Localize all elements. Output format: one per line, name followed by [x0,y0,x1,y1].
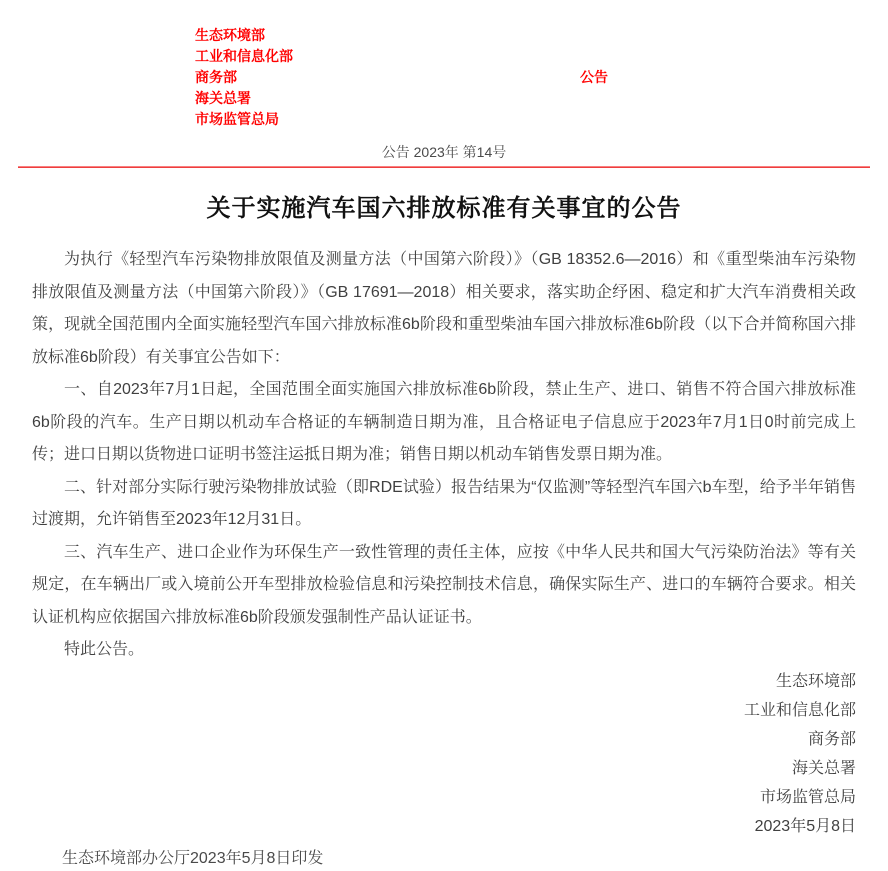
letterhead [0,0,888,130]
signature-agency: 市场监管总局 [759,788,856,806]
letterhead-agency: 市场监管总局 [195,111,279,127]
paragraph-item-2: 二、针对部分实际行驶污染物排放试验（即RDE试验）报告结果为“仅监测”等轻型汽车国六b车型，给予半年销售过渡期，允许销售至2023年12月31日。 [32,478,856,528]
paragraph-item-1: 一、自2023年7月1日起，全国范围全面实施国六排放标准6b阶段，禁止生产、进口、销售不符合国六排放标准6b阶段的汽车。生产日期以机动车合格证的车辆制造日期为准，且合格证电子信息应于2023年7月1日0时前完成上传；进口日期以货物进口证明书签注运抵日期为准；销售日期以机动车销售发票日期为准。 [32,381,856,463]
letterhead-agency-list [195,25,888,130]
letterhead-agency: 工业和信息化部 [195,48,293,64]
red-divider [18,166,870,168]
letterhead-agency: 生态环境部 [195,27,265,43]
page-title: 关于实施汽车国六排放标准有关事宜的公告 [206,195,682,222]
paragraph-intro: 为执行《轻型汽车污染物排放限值及测量方法（中国第六阶段）》（GB 18352.6—2016）和《重型柴油车污染物排放限值及测量方法（中国第六阶段）》（GB 17691—2018）相关要求，落实助企纾困、稳定和扩大汽车消费相关政策，现就全国范围内全面实施轻型汽车国六排放标准6b阶段和重型柴油车国六排放标准6b阶段（以下合并简称国六排放标准6b阶段）有关事宜公告如下： [32,251,856,366]
signature-block [0,667,856,841]
letterhead-agency: 海关总署 [195,90,251,106]
letterhead-agency: 商务部 [195,69,237,85]
imprint-line: 生态环境部办公厅2023年5月8日印发 [62,849,324,867]
closing-line: 特此公告。 [64,641,145,658]
paragraph-item-3: 三、汽车生产、进口企业作为环保生产一致性管理的责任主体，应按《中华人民共和国大气污染防治法》等有关规定，在车辆出厂或入境前公开车型排放检验信息和污染控制技术信息，确保实际生产、进口的车辆符合要求。相关认证机构应依据国六排放标准6b阶段颁发强制性产品认证证书。 [32,543,856,626]
signature-agency: 海关总署 [791,759,856,777]
signature-date: 2023年5月8日 [754,817,856,835]
announcement-body [32,244,856,667]
signature-agency: 商务部 [807,730,856,748]
gazette-label: 公告 [580,69,608,85]
signature-agency: 生态环境部 [775,672,856,690]
signature-agency: 工业和信息化部 [743,701,856,719]
doc-number-line: 公告 2023年 第14号 [381,144,507,160]
